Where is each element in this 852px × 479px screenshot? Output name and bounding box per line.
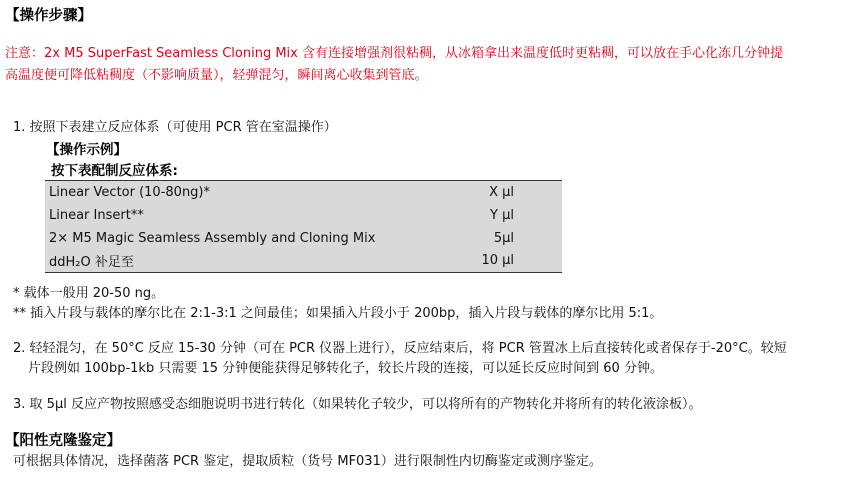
step-1-text: 1. 按照下表建立反应体系（可使用 PCR 管在室温操作）	[13, 120, 337, 135]
note-line-1: 注意：2x M5 SuperFast Seamless Cloning Mix 含有连接增强剂很粘稠，从冰箱拿出来温度低时更粘稠，可以放在手心化冻几分钟提	[5, 46, 783, 61]
table-cell-component: 2× M5 Magic Seamless Assembly and Cloning Mix	[49, 230, 376, 246]
table-row	[45, 204, 562, 227]
reaction-table	[45, 180, 562, 273]
table-cell-amount: X μl	[489, 184, 514, 200]
table-row	[45, 181, 562, 204]
positive-clone-text: 可根据具体情况，选择菌落 PCR 鉴定，提取质粒（货号 MF031）进行限制性内切酶鉴定或测序鉴定。	[13, 454, 602, 469]
table-cell-component: ddH₂O 补足至	[49, 255, 134, 271]
table-cell-amount: Y μl	[490, 207, 514, 223]
table-row	[45, 227, 562, 250]
table-cell-amount: 10 μl	[481, 253, 514, 269]
note-line-2: 高温度便可降低粘稠度（不影响质量），轻弹混匀，瞬间离心收集到管底。	[5, 68, 428, 83]
step-3-text: 3. 取 5μl 反应产物按照感受态细胞说明书进行转化（如果转化子较少，可以将所有的产物转化并将所有的转化液涂板）。	[13, 397, 702, 412]
footnote-2: ** 插入片段与载体的摩尔比在 2:1-3:1 之间最佳；如果插入片段小于 200bp，插入片段与载体的摩尔比用 5:1。	[13, 306, 663, 321]
footnote-1: * 载体一般用 20-50 ng。	[13, 286, 165, 301]
table-cell-component: Linear Insert**	[49, 207, 144, 223]
table-cell-component: Linear Vector (10-80ng)*	[49, 184, 211, 200]
positive-clone-heading: 【阳性克隆鉴定】	[5, 433, 121, 449]
table-title: 按下表配制反应体系:	[51, 163, 178, 179]
example-heading: 【操作示例】	[46, 142, 127, 158]
table-cell-amount: 5μl	[493, 230, 514, 246]
procedure-heading: 【操作步骤】	[5, 8, 92, 24]
step-2-line-2: 片段例如 100bp-1kb 只需要 15 分钟便能获得足够转化子，较长片段的连接，可以延长反应时间到 60 分钟。	[28, 361, 663, 376]
step-2-line-1: 2. 轻轻混匀，在 50°C 反应 15-30 分钟（可在 PCR 仪器上进行），反应结束后，将 PCR 管置冰上后直接转化或者保存于-20°C。较短	[13, 341, 787, 356]
table-row	[45, 250, 562, 273]
